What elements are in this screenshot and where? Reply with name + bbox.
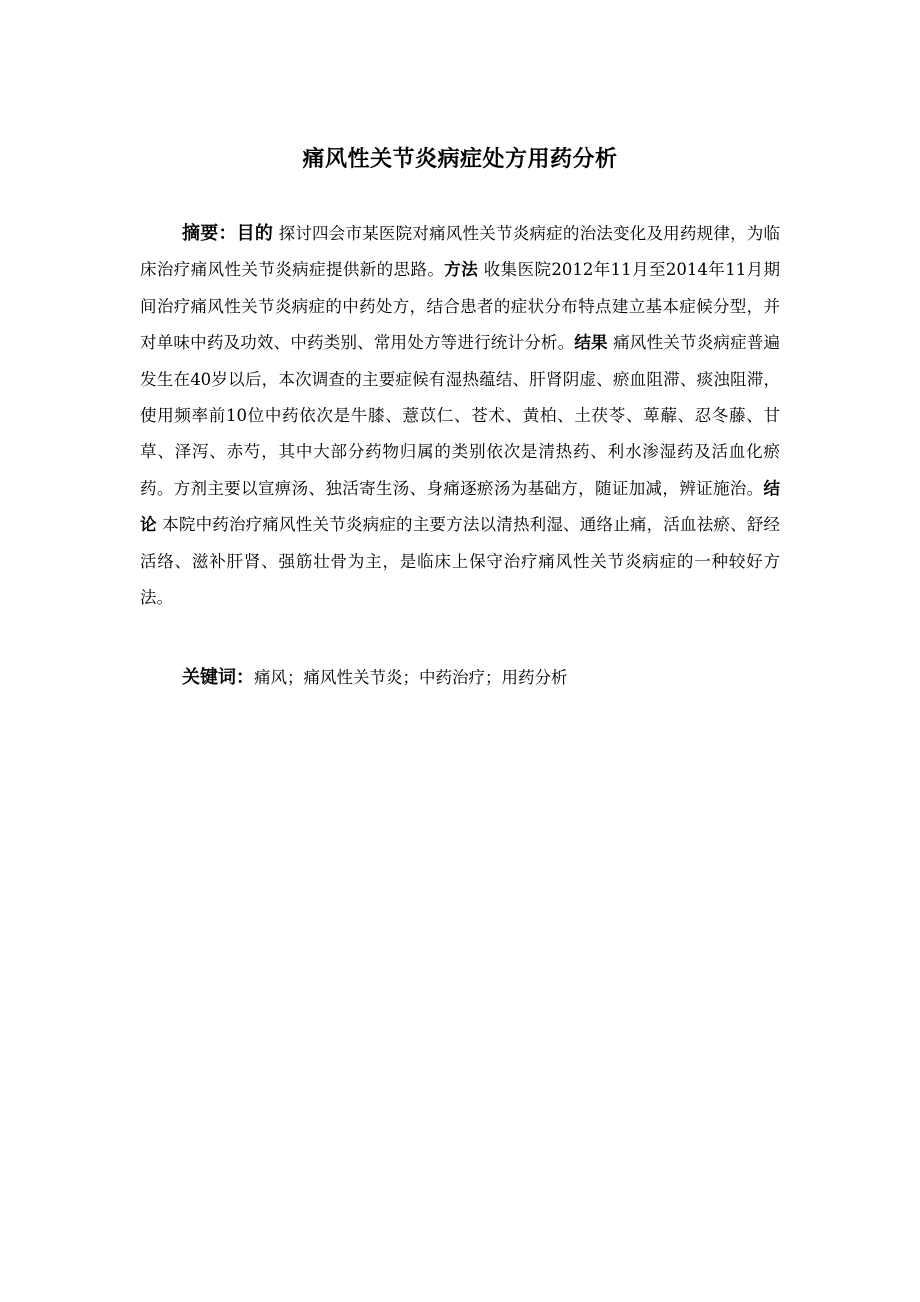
abstract-paragraph <box>140 216 780 616</box>
objective-label: 目的 <box>236 223 274 244</box>
conclusion-label: 结论 <box>140 478 780 535</box>
keywords-line <box>182 662 780 694</box>
objective-text: 探讨四会市某医院对痛风性关节炎病症的治法变化及用药规律，为临床治疗痛风性关节炎病症提供新的思路。 <box>140 224 781 280</box>
methods-text: 收集医院2012年11月至2014年11月期间治疗痛风性关节炎病症的中药处方，结合患者的症状分布特点建立基本症候分型，并对单味中药及功效、中药类别、常用处方等进行统计分析。 <box>140 260 781 353</box>
results-label: 结果 <box>574 333 608 353</box>
abstract-label: 摘要： <box>182 223 237 244</box>
keywords-label: 关键词： <box>182 667 254 688</box>
keywords-text: 痛风；痛风性关节炎；中药治疗；用药分析 <box>254 668 568 687</box>
results-text: 痛风性关节炎病症普遍发生在40岁以后，本次调查的主要症候有湿热蕴结、肝肾阴虚、瘀血阻滞、痰浊阻滞，使用频率前10位中药依次是牛膝、薏苡仁、苍术、黄柏、土茯苓、萆薢、忍冬藤、甘草、泽泻、赤芍，其中大部分药物归属的类别依次是清热药、利水渗湿药及活血化瘀药。方剂主要以宣痹汤、独活寄生汤、身痛逐瘀汤为基础方，随证加减，辨证施治。 <box>140 333 781 498</box>
methods-label: 方法 <box>444 260 479 280</box>
conclusion-text: 本院中药治疗痛风性关节炎病症的主要方法以清热利湿、通络止痛，活血祛瘀、舒经活络、滋补肝肾、强筋壮骨为主，是临床上保守治疗痛风性关节炎病症的一种较好方法。 <box>140 515 781 608</box>
paper-title: 痛风性关节炎病症处方用药分析 <box>302 147 618 172</box>
